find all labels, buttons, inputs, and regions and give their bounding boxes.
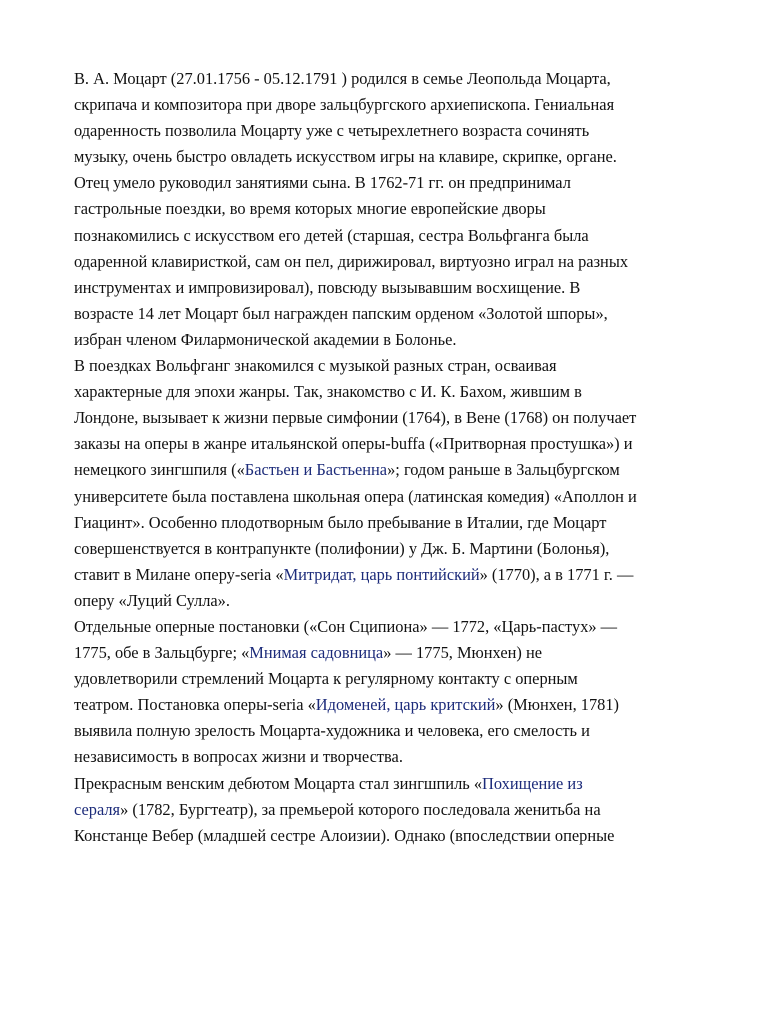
text-line [74, 118, 704, 144]
hyperlink[interactable]: Митридат, царь понтийский [283, 564, 480, 584]
text-segment: » (1770), а в 1771 г. — [479, 564, 634, 584]
text-segment: удовлетворили стремлений Моцарта к регулярному контакту с оперным [74, 669, 578, 689]
text-segment: ставит в Милане оперу-seria « [74, 564, 284, 584]
text-line [74, 170, 704, 196]
hyperlink[interactable]: Бастьен и Бастьенна [244, 460, 388, 480]
document-body [74, 66, 704, 849]
text-segment: университете была поставлена школьная опера (латинская комедия) «Аполлон и [74, 486, 637, 506]
text-line [74, 379, 704, 405]
text-segment: выявила полную зрелость Моцарта-художника и человека, его смелость и [74, 721, 590, 741]
text-segment: Прекрасным венским дебютом Моцарта стал зингшпиль « [74, 773, 483, 793]
text-line [74, 744, 704, 770]
text-line [74, 66, 704, 92]
hyperlink[interactable]: Похищение из [482, 773, 583, 793]
text-segment: Гиацинт». Особенно плодотворным было пребывание в Италии, где Моцарт [74, 512, 607, 532]
text-segment: » (Мюнхен, 1781) [495, 695, 620, 715]
text-segment: Лондоне, вызывает к жизни первые симфонии (1764), в Вене (1768) он получает [74, 408, 637, 428]
text-line [74, 823, 704, 849]
text-segment: театром. Постановка оперы-seria « [74, 695, 316, 715]
text-segment: В поездках Вольфганг знакомился с музыкой разных стран, осваивая [74, 356, 557, 376]
text-segment: »; годом раньше в Зальцбургском [387, 460, 620, 480]
text-segment: независимость в вопросах жизни и творчества. [74, 747, 403, 767]
text-line [74, 718, 704, 744]
text-line [74, 692, 704, 718]
text-segment: Отдельные оперные постановки («Сон Сципиона» — 1772, «Царь-пастух» — [74, 616, 618, 636]
text-segment: возрасте 14 лет Моцарт был награжден папским орденом «Золотой шпоры», [74, 303, 608, 323]
text-line [74, 457, 704, 483]
text-segment: избран членом Филармонической академии в Болонье. [74, 329, 457, 349]
text-line [74, 771, 704, 797]
text-segment: заказы на оперы в жанре итальянской оперы-buffa («Притворная простушка») и [74, 434, 633, 454]
hyperlink[interactable]: сераля [74, 799, 121, 819]
text-line [74, 405, 704, 431]
text-segment: характерные для эпохи жанры. Так, знакомство с И. К. Бахом, жившим в [74, 382, 582, 402]
text-line [74, 640, 704, 666]
text-segment: одаренность позволила Моцарту уже с четырехлетнего возраста сочинять [74, 121, 590, 141]
text-segment: Отец умело руководил занятиями сына. В 1762-71 гг. он предпринимал [74, 173, 571, 193]
text-segment: В. А. Моцарт (27.01.1756 - 05.12.1791 ) родился в семье Леопольда Моцарта, [74, 69, 611, 88]
text-line [74, 144, 704, 170]
text-line [74, 562, 704, 588]
text-segment: познакомились с искусством его детей (старшая, сестра Вольфганга была [74, 225, 589, 245]
text-line [74, 223, 704, 249]
text-segment: » (1782, Бургтеатр), за премьерой которого последовала женитьба на [120, 799, 601, 819]
text-line [74, 536, 704, 562]
text-line [74, 431, 704, 457]
text-line [74, 484, 704, 510]
text-segment: оперу «Луций Сулла». [74, 590, 230, 610]
text-line [74, 614, 704, 640]
text-line [74, 275, 704, 301]
text-segment: гастрольные поездки, во время которых многие европейские дворы [74, 199, 546, 219]
text-line [74, 666, 704, 692]
text-line [74, 301, 704, 327]
text-segment: » — 1775, Мюнхен) не [383, 643, 542, 663]
text-line [74, 249, 704, 275]
text-line [74, 92, 704, 118]
hyperlink[interactable]: Идоменей, царь критский [315, 695, 496, 715]
hyperlink[interactable]: Мнимая садовница [249, 643, 384, 663]
text-line [74, 353, 704, 379]
text-line [74, 196, 704, 222]
text-segment: музыку, очень быстро овладеть искусством игры на клавире, скрипке, органе. [74, 147, 617, 167]
text-segment: Констанце Вебер (младшей сестре Алоизии). Однако (впоследствии оперные [74, 825, 615, 845]
text-segment: совершенствуется в контрапункте (полифонии) у Дж. Б. Мартини (Болонья), [74, 538, 610, 558]
text-segment: скрипача и композитора при дворе зальцбургского архиепископа. Гениальная [74, 95, 615, 115]
text-segment: 1775, обе в Зальцбурге; « [74, 643, 250, 663]
text-line [74, 588, 704, 614]
text-line [74, 797, 704, 823]
text-line [74, 510, 704, 536]
text-segment: одаренной клавиристкой, сам он пел, дирижировал, виртуозно играл на разных [74, 251, 629, 271]
text-segment: немецкого зингшпиля (« [74, 460, 245, 480]
text-line [74, 327, 704, 353]
text-segment: инструментах и импровизировал), повсюду вызывавшим восхищение. В [74, 277, 581, 297]
